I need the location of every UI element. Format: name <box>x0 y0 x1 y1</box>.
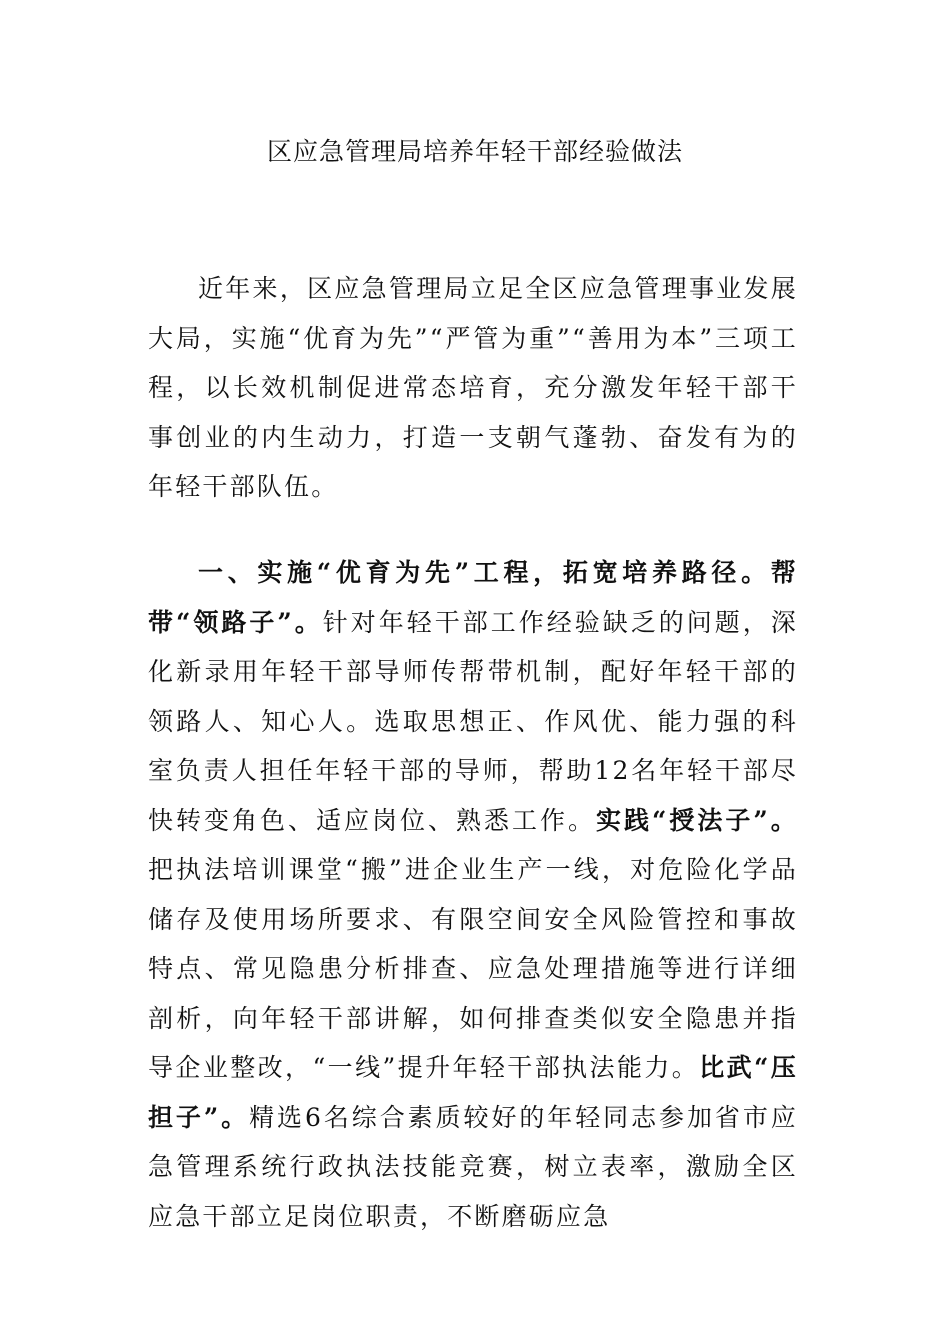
sub3-text: 精选6名综合素质较好的年轻同志参加省市应急管理系统行政执法技能竞赛，树立表率，激励全区应急干部立足岗位职责，不断磨砺应急 <box>148 1102 798 1231</box>
sub2-text: 把执法培训课堂“搬”进企业生产一线，对危险化学品储存及使用场所要求、有限空间安全风险管控和事故特点、常见隐患分析排查、应急处理措施等进行详细剖析，向年轻干部讲解，如何排查类似安全隐患并指导企业整改，“一线”提升年轻干部执法能力。 <box>148 855 798 1082</box>
intro-text: 近年来，区应急管理局立足全区应急管理事业发展大局，实施“优育为先”“严管为重”“善用为本”三项工程，以长效机制促进常态培育，充分激发年轻干部干事创业的内生动力，打造一支朝气蓬勃、奋发有为的年轻干部队伍。 <box>148 274 798 501</box>
intro-paragraph <box>148 264 798 512</box>
section-one-paragraph <box>148 548 798 1241</box>
section-one-heading: 一、实施“优育为先”工程，拓宽培养路径。 <box>198 558 771 587</box>
sub1-heading: 帮带“领路子”。 <box>148 558 798 637</box>
sub3-heading: 比武“压担子”。 <box>148 1053 798 1132</box>
sub2-heading: 实践“授法子”。 <box>596 805 798 835</box>
section-one-text <box>148 548 798 1241</box>
document-title: 区应急管理局培养年轻干部经验做法 <box>266 137 683 166</box>
sub1-text: 针对年轻干部工作经验缺乏的问题，深化新录用年轻干部导师传帮带机制，配好年轻干部的领路人、知心人。选取思想正、作风优、能力强的科室负责人担任年轻干部的导师，帮助12名年轻干部尽快转变角色、适应岗位、熟悉工作。 <box>148 607 798 835</box>
